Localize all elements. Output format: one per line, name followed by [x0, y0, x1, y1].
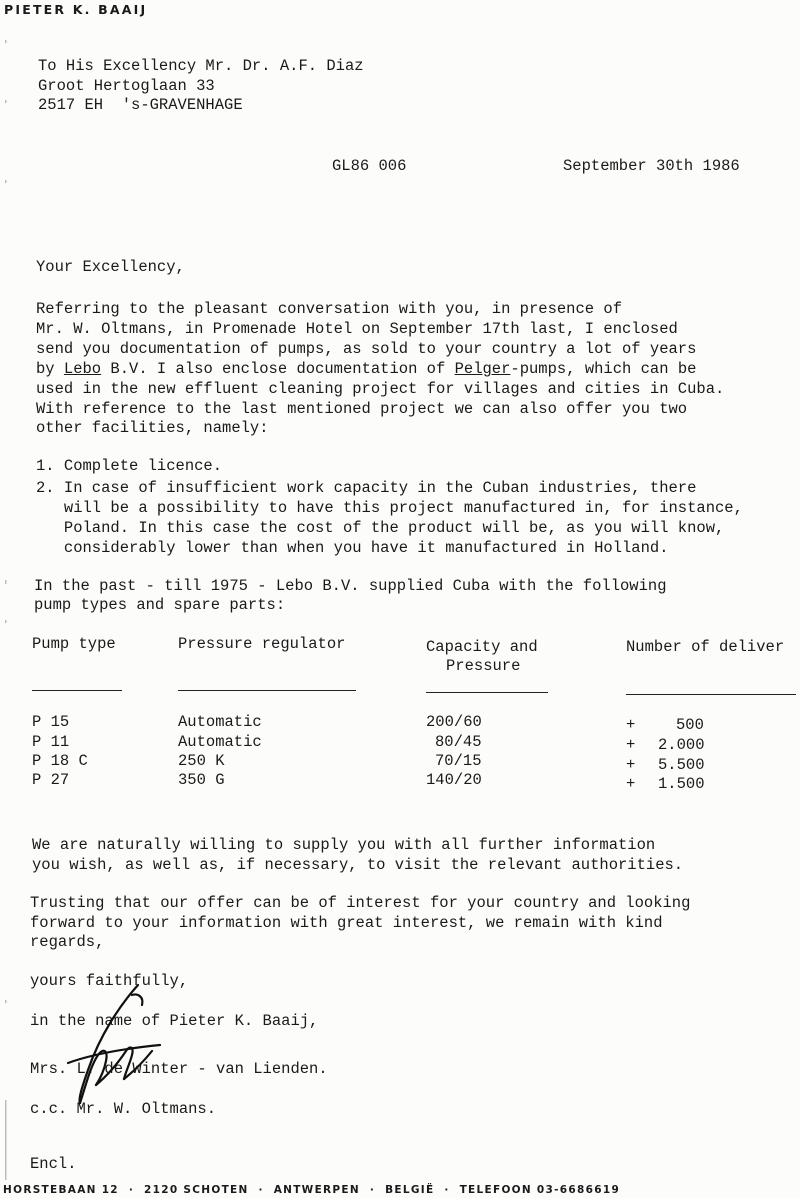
cell-regulator: 250 K [178, 752, 225, 770]
cell-capacity: 80/45 [435, 733, 482, 751]
pelger-underlined: Pelger [454, 360, 511, 378]
cell-number: 5.500 [658, 756, 705, 774]
text-line: you wish, as well as, if necessary, to visit the relevant authorities. [32, 856, 684, 874]
list-item: 1. Complete licence. [36, 457, 223, 475]
text-line: pump types and spare parts: [34, 596, 286, 614]
list-item: will be a possibility to have this project manufactured in, for instance, [36, 499, 743, 517]
text-line: In the past - till 1975 - Lebo B.V. supplied Cuba with the following [34, 577, 667, 595]
cell-number: 500 [676, 716, 704, 734]
text-line: We are naturally willing to supply you with all further information [32, 836, 656, 854]
recipient-city: 2517 EH 's-GRAVENHAGE [38, 96, 243, 114]
cell-approx-sign: + [626, 736, 636, 754]
header-pump-type: Pump type [32, 635, 116, 653]
header-number-delivered: Number of deliver [626, 638, 785, 656]
text-segment: by [36, 360, 64, 378]
recipient-street: Groot Hertoglaan 33 [38, 77, 215, 95]
cell-regulator: Automatic [178, 713, 262, 731]
letterhead: PIETER K. BAAIJ [4, 2, 148, 17]
recipient-name: To His Excellency Mr. Dr. A.F. Diaz [38, 57, 364, 75]
header-pressure-regulator: Pressure regulator [178, 635, 346, 653]
text-line: used in the new effluent cleaning project for villages and cities in Cuba. [36, 380, 725, 398]
cell-number: 1.500 [658, 775, 705, 793]
cell-approx-sign: + [626, 716, 636, 734]
header-capacity: Capacity and [426, 638, 538, 656]
cell-capacity: 140/20 [426, 771, 482, 789]
text-segment: -pumps, which can be [510, 360, 697, 378]
text-line: forward to your information with great interest, we remain with kind [30, 914, 663, 932]
cell-approx-sign: + [626, 775, 636, 793]
cell-regulator: 350 G [178, 771, 225, 789]
text-line: Referring to the pleasant conversation with you, in presence of [36, 300, 622, 318]
header-rule [626, 694, 796, 695]
header-rule [178, 690, 356, 691]
letter-date: September 30th 1986 [563, 157, 740, 175]
header-pressure: Pressure [446, 657, 521, 675]
lebo-underlined: Lebo [63, 360, 102, 378]
cell-capacity: 70/15 [435, 752, 482, 770]
cell-regulator: Automatic [178, 733, 262, 751]
text-line: send you documentation of pumps, as sold to your country a lot of years [36, 340, 697, 358]
cell-pump: P 15 [32, 713, 70, 731]
cell-pump: P 11 [32, 733, 70, 751]
handwritten-signature-icon [60, 975, 170, 1115]
cell-approx-sign: + [626, 756, 636, 774]
margin-marks [4, 40, 8, 1180]
cell-pump: P 18 C [32, 752, 88, 770]
cell-number: 2.000 [658, 736, 705, 754]
header-rule [32, 690, 122, 691]
text-line: With reference to the last mentioned project we can also offer you two [36, 400, 688, 418]
list-item: 2. In case of insufficient work capacity in the Cuban industries, there [36, 479, 697, 497]
letterhead-footer-address: HORSTEBAAN 12 · 2120 SCHOTEN · ANTWERPEN · BELGIË · TELEFOON 03-6686619 [3, 1184, 621, 1196]
enclosure: Encl. [30, 1155, 77, 1173]
in-the-name-of: in the name of Pieter K. Baaij, [30, 1012, 319, 1030]
text-line: Mr. W. Oltmans, in Promenade Hotel on September 17th last, I enclosed [36, 320, 678, 338]
signer-name: Mrs. L. de Winter - van Lienden. [30, 1060, 328, 1078]
salutation: Your Excellency, [36, 258, 185, 276]
text-line: other facilities, namely: [36, 419, 269, 437]
header-rule [426, 692, 548, 693]
text-line: Trusting that our offer can be of interest for your country and looking [30, 894, 691, 912]
list-item: Poland. In this case the cost of the product will be, as you will know, [36, 519, 725, 537]
list-item: considerably lower than when you have it manufactured in Holland. [36, 539, 669, 557]
cell-pump: P 27 [32, 771, 70, 789]
cell-capacity: 200/60 [426, 713, 482, 731]
text-line [36, 360, 696, 379]
carbon-copy: c.c. Mr. W. Oltmans. [30, 1100, 217, 1118]
text-segment: B.V. I also enclose documentation of [101, 360, 455, 378]
reference-number: GL86 006 [332, 157, 407, 175]
text-line: regards, [30, 933, 105, 951]
complimentary-close: yours faithfully, [30, 972, 189, 990]
